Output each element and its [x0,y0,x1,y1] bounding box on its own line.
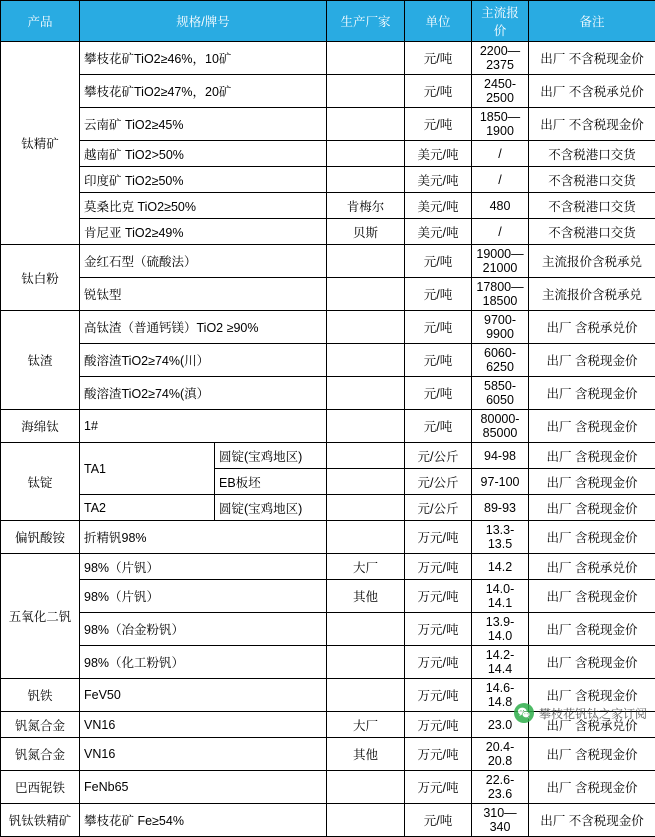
table-row [1,495,655,521]
manufacturer-cell [327,311,405,344]
manufacturer-cell [327,108,405,141]
header-spec: 规格/牌号 [80,1,327,42]
spec-cell: 酸溶渣TiO2≥74%(滇） [80,377,327,410]
unit-cell: 元/公斤 [405,469,472,495]
spec-cell: 98%（冶金粉钒） [80,613,327,646]
price-cell: 480 [472,193,529,219]
price-cell: 13.9-14.0 [472,613,529,646]
manufacturer-cell [327,42,405,75]
price-cell: 14.2 [472,554,529,580]
manufacturer-cell [327,377,405,410]
table-row [1,311,655,344]
table-row [1,554,655,580]
product-cell: 钒氮合金 [1,712,80,738]
table-row [1,219,655,245]
table-row [1,141,655,167]
manufacturer-cell: 其他 [327,738,405,771]
note-cell: 出厂 不含税现金价 [529,42,655,75]
unit-cell: 元/公斤 [405,443,472,469]
note-cell: 出厂 含税现金价 [529,521,655,554]
product-cell: 偏钒酸铵 [1,521,80,554]
unit-cell: 元/吨 [405,278,472,311]
table-row [1,108,655,141]
manufacturer-cell [327,646,405,679]
spec-cell: FeV50 [80,679,327,712]
price-cell: 14.6-14.8 [472,679,529,712]
watermark [514,703,647,723]
manufacturer-cell: 其他 [327,580,405,613]
spec-cell: 酸溶渣TiO2≥74%(川） [80,344,327,377]
note-cell: 不含税港口交货 [529,219,655,245]
note-cell: 出厂 含税现金价 [529,613,655,646]
manufacturer-cell: 大厂 [327,712,405,738]
table-row [1,245,655,278]
product-cell: 钛锭 [1,443,80,521]
product-cell: 海绵钛 [1,410,80,443]
note-cell: 出厂 含税现金价 [529,443,655,469]
spec-cell: VN16 [80,738,327,771]
product-cell: 巴西铌铁 [1,771,80,804]
note-cell: 出厂 含税现金价 [529,495,655,521]
unit-cell: 元/吨 [405,42,472,75]
manufacturer-cell [327,771,405,804]
note-cell: 出厂 不含税现金价 [529,804,655,837]
spec-cell: 越南矿 TiO2>50% [80,141,327,167]
note-cell: 出厂 含税承兑价 [529,554,655,580]
spec-sub-cell: EB板坯 [215,469,327,495]
spec-cell: 攀枝花矿TiO2≥47%，20矿 [80,75,327,108]
unit-cell: 元/吨 [405,311,472,344]
price-cell: 94-98 [472,443,529,469]
manufacturer-cell [327,167,405,193]
spec-cell: 印度矿 TiO2≥50% [80,167,327,193]
table-row [1,42,655,75]
unit-cell: 美元/吨 [405,167,472,193]
manufacturer-cell [327,75,405,108]
unit-cell: 元/吨 [405,377,472,410]
unit-cell: 万元/吨 [405,771,472,804]
note-cell: 出厂 不含税现金价 [529,108,655,141]
unit-cell: 元/公斤 [405,495,472,521]
table-row [1,521,655,554]
table-row [1,646,655,679]
table-row [1,377,655,410]
price-cell: 310—340 [472,804,529,837]
price-cell: 22.6-23.6 [472,771,529,804]
unit-cell: 元/吨 [405,344,472,377]
price-cell: 19000—21000 [472,245,529,278]
table-row [1,580,655,613]
price-cell: 23.0 [472,712,529,738]
manufacturer-cell [327,679,405,712]
price-cell: 80000-85000 [472,410,529,443]
price-cell: 2200—2375 [472,42,529,75]
note-cell: 出厂 含税现金价 [529,646,655,679]
unit-cell: 元/吨 [405,75,472,108]
price-cell: / [472,167,529,193]
unit-cell: 万元/吨 [405,738,472,771]
price-cell: / [472,219,529,245]
manufacturer-cell [327,278,405,311]
note-cell: 不含税港口交货 [529,167,655,193]
unit-cell: 元/吨 [405,108,472,141]
price-cell: 9700-9900 [472,311,529,344]
table-row [1,738,655,771]
spec-cell: 云南矿 TiO2≥45% [80,108,327,141]
spec-cell: 1# [80,410,327,443]
product-cell: 钛精矿 [1,42,80,245]
manufacturer-cell [327,141,405,167]
price-cell: / [472,141,529,167]
header-note: 备注 [529,1,655,42]
spec-cell: 锐钛型 [80,278,327,311]
table-row [1,771,655,804]
table-row [1,278,655,311]
table-row [1,344,655,377]
table-row [1,193,655,219]
manufacturer-cell [327,495,405,521]
price-cell: 17800—18500 [472,278,529,311]
header-unit: 单位 [405,1,472,42]
header-product: 产品 [1,1,80,42]
unit-cell: 万元/吨 [405,679,472,712]
note-cell: 出厂 含税现金价 [529,580,655,613]
spec-cell: TA1 [80,443,215,495]
product-cell: 五氧化二钒 [1,554,80,679]
table-row [1,613,655,646]
header-price: 主流报价 [472,1,529,42]
table-row [1,443,655,469]
spec-cell: VN16 [80,712,327,738]
note-cell: 不含税港口交货 [529,141,655,167]
price-cell: 6060-6250 [472,344,529,377]
note-cell: 主流报价含税承兑 [529,245,655,278]
manufacturer-cell [327,521,405,554]
spec-cell: 金红石型（硫酸法） [80,245,327,278]
product-cell: 钒铁 [1,679,80,712]
product-cell: 钛渣 [1,311,80,410]
spec-cell: 莫桑比克 TiO2≥50% [80,193,327,219]
price-cell: 13.3-13.5 [472,521,529,554]
note-cell: 出厂 含税现金价 [529,469,655,495]
table-row [1,167,655,193]
product-cell: 钒氮合金 [1,738,80,771]
note-cell: 主流报价含税承兑 [529,278,655,311]
header-manufacturer: 生产厂家 [327,1,405,42]
unit-cell: 万元/吨 [405,646,472,679]
note-cell: 出厂 含税现金价 [529,738,655,771]
spec-cell: 高钛渣（普通钙镁）TiO2 ≥90% [80,311,327,344]
spec-sub-cell: 圆锭(宝鸡地区) [215,495,327,521]
manufacturer-cell [327,613,405,646]
manufacturer-cell [327,410,405,443]
manufacturer-cell [327,804,405,837]
note-cell: 出厂 含税现金价 [529,344,655,377]
unit-cell: 美元/吨 [405,193,472,219]
price-cell: 1850—1900 [472,108,529,141]
unit-cell: 万元/吨 [405,580,472,613]
spec-cell: 肯尼亚 TiO2≥49% [80,219,327,245]
product-cell: 钒钛铁精矿 [1,804,80,837]
spec-cell: 98%（片钒） [80,580,327,613]
spec-cell: 攀枝花矿 Fe≥54% [80,804,327,837]
manufacturer-cell [327,443,405,469]
price-cell: 2450-2500 [472,75,529,108]
spec-cell: 98%（片钒） [80,554,327,580]
unit-cell: 万元/吨 [405,521,472,554]
spec-cell: FeNb65 [80,771,327,804]
table-header-row [1,1,655,42]
note-cell: 出厂 含税现金价 [529,410,655,443]
wechat-icon [514,703,534,723]
spec-sub-cell: 圆锭(宝鸡地区) [215,443,327,469]
spec-cell: 攀枝花矿TiO2≥46%，10矿 [80,42,327,75]
unit-cell: 万元/吨 [405,712,472,738]
unit-cell: 元/吨 [405,245,472,278]
unit-cell: 元/吨 [405,804,472,837]
price-cell: 89-93 [472,495,529,521]
note-cell: 不含税港口交货 [529,193,655,219]
note-cell: 出厂 含税现金价 [529,377,655,410]
spec-cell: TA2 [80,495,215,521]
price-cell: 20.4-20.8 [472,738,529,771]
manufacturer-cell: 肯梅尔 [327,193,405,219]
table-row [1,75,655,108]
note-cell: 出厂 含税承兑价 [529,712,655,738]
price-cell: 14.2-14.4 [472,646,529,679]
spec-cell: 98%（化工粉钒） [80,646,327,679]
table-row [1,804,655,837]
unit-cell: 万元/吨 [405,554,472,580]
manufacturer-cell [327,245,405,278]
unit-cell: 元/吨 [405,410,472,443]
watermark-text: 攀枝花钒钛之家订阅 [539,705,647,722]
unit-cell: 美元/吨 [405,141,472,167]
note-cell: 出厂 含税现金价 [529,771,655,804]
price-cell: 5850-6050 [472,377,529,410]
unit-cell: 万元/吨 [405,613,472,646]
manufacturer-cell [327,344,405,377]
table-row [1,410,655,443]
price-cell: 14.0-14.1 [472,580,529,613]
manufacturer-cell: 大厂 [327,554,405,580]
manufacturer-cell: 贝斯 [327,219,405,245]
note-cell: 出厂 含税承兑价 [529,311,655,344]
spec-cell: 折精钒98% [80,521,327,554]
product-cell: 钛白粉 [1,245,80,311]
manufacturer-cell [327,469,405,495]
note-cell: 出厂 含税现金价 [529,679,655,712]
note-cell: 出厂 不含税承兑价 [529,75,655,108]
price-cell: 97-100 [472,469,529,495]
unit-cell: 美元/吨 [405,219,472,245]
